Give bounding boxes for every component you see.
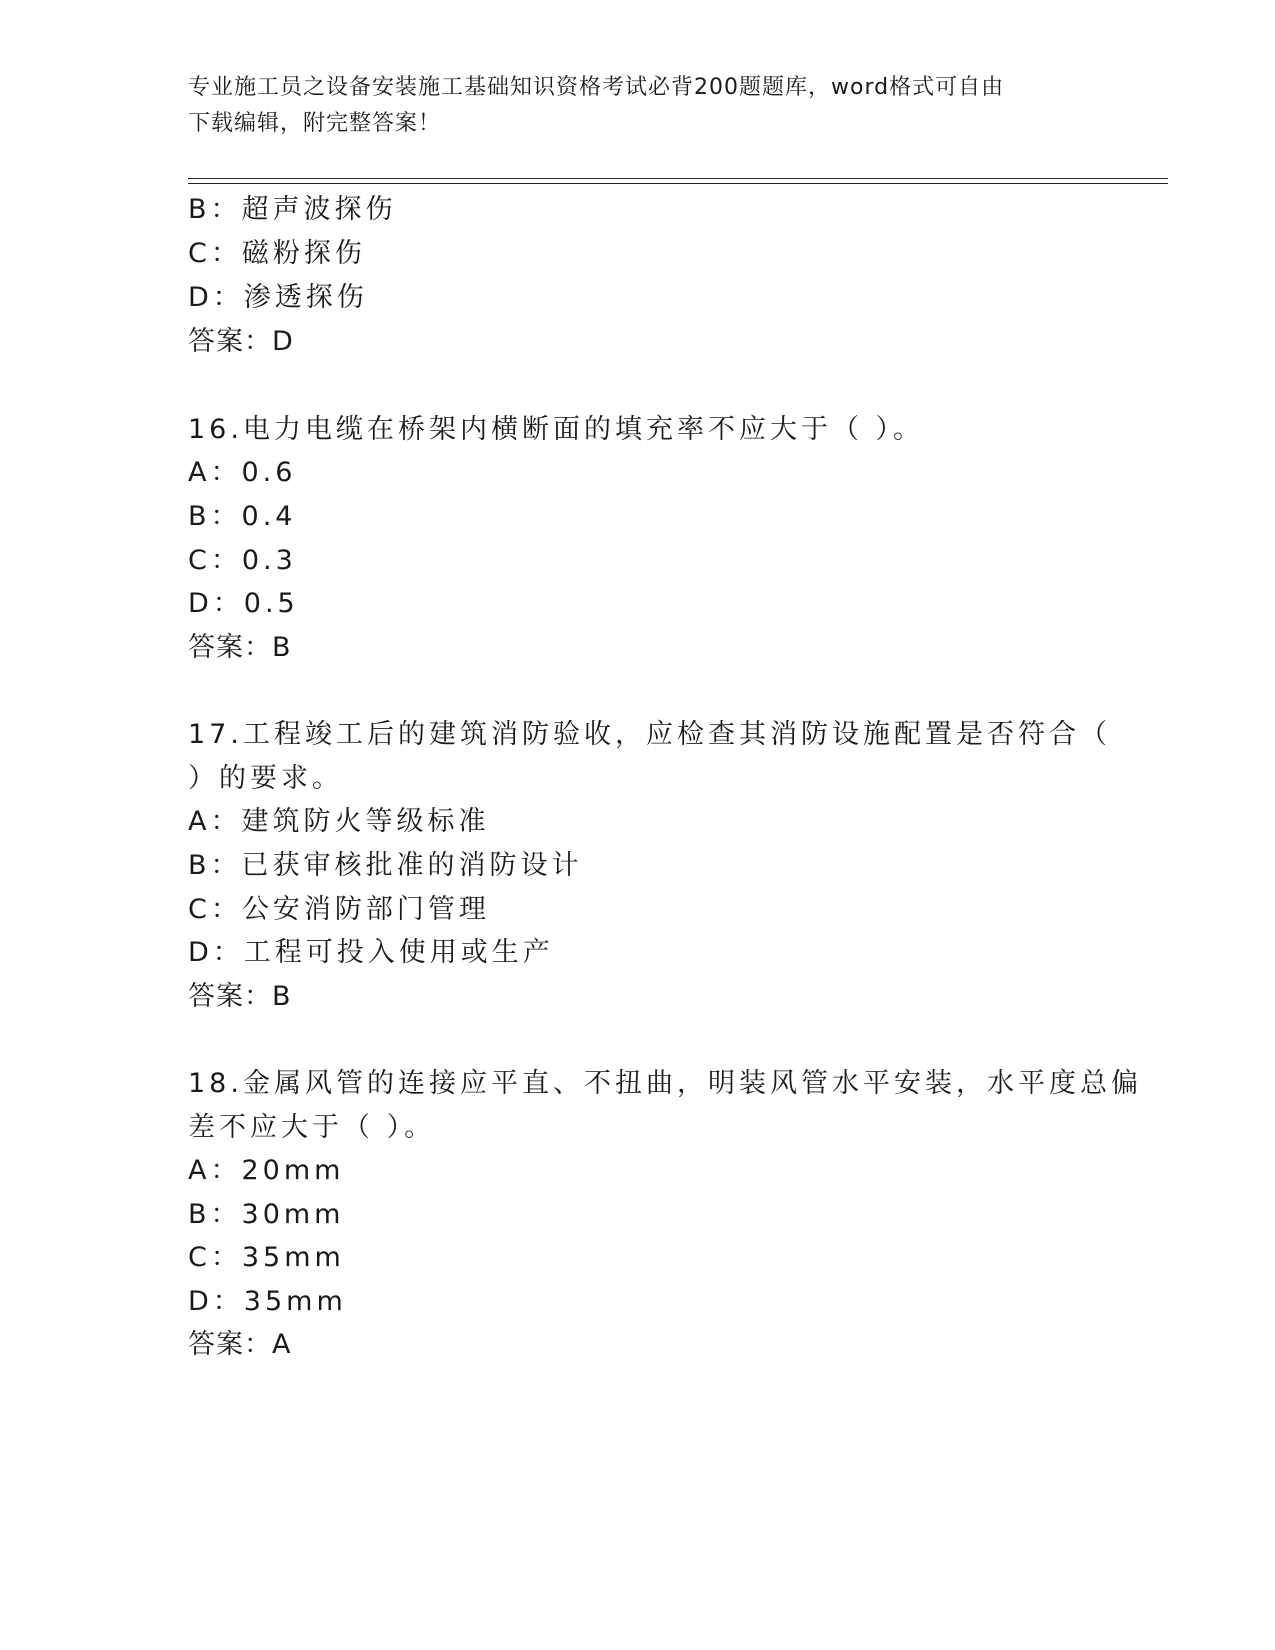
- header-line-2: 下载编辑，附完整答案！: [188, 111, 442, 136]
- q18-option-d: D：35mm: [188, 1286, 347, 1317]
- q15-option-d: D：渗透探伤: [188, 282, 368, 313]
- q18-option-a: A：20mm: [188, 1155, 345, 1186]
- q17-question-line-1: 17.工程竣工后的建筑消防验收，应检查其消防设施配置是否符合（: [188, 719, 1111, 750]
- q18-option-c: C：35mm: [188, 1242, 345, 1273]
- q15-answer: 答案：D: [188, 326, 294, 357]
- q17-answer: 答案：B: [188, 981, 292, 1012]
- q18-question-line-1: 18.金属风管的连接应平直、不扭曲，明装风管水平安装，水平度总偏: [188, 1068, 1142, 1099]
- q16-option-d: D：0.5: [188, 588, 299, 619]
- q18-answer: 答案：A: [188, 1329, 292, 1360]
- q16-option-b: B：0.4: [188, 501, 297, 532]
- q18-option-b: B：30mm: [188, 1199, 345, 1230]
- q17-option-d: D：工程可投入使用或生产: [188, 937, 554, 968]
- q17-option-c: C：公安消防部门管理: [188, 894, 490, 925]
- q16-question: 16.电力电缆在桥架内横断面的填充率不应大于（ ）。: [188, 414, 925, 445]
- q17-question-line-2: ）的要求。: [188, 763, 343, 794]
- q17-option-b: B：已获审核批准的消防设计: [188, 850, 583, 881]
- q15-option-b: B：超声波探伤: [188, 194, 397, 225]
- q18-question-line-2: 差不应大于（ ）。: [188, 1112, 436, 1143]
- header-line-1: 专业施工员之设备安装施工基础知识资格考试必背200题题库，word格式可自由: [188, 75, 1005, 100]
- q15-option-c: C：磁粉探伤: [188, 238, 366, 269]
- q16-answer: 答案：B: [188, 632, 292, 663]
- header-divider-top: [188, 178, 1168, 179]
- q17-option-a: A：建筑防火等级标准: [188, 806, 490, 837]
- q16-option-c: C：0.3: [188, 545, 297, 576]
- q16-option-a: A：0.6: [188, 457, 297, 488]
- document-header: [188, 70, 1088, 142]
- header-divider-bottom: [188, 183, 1168, 184]
